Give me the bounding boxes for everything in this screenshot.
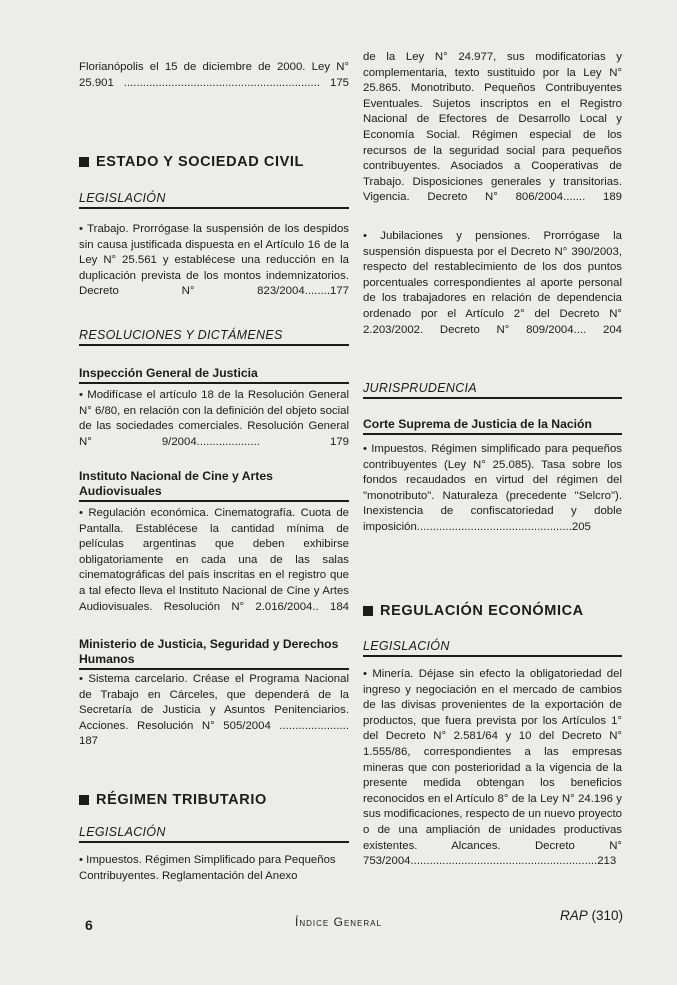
journal-issue: (310) — [591, 908, 624, 923]
category-heading — [79, 191, 349, 209]
section-heading — [79, 154, 349, 170]
journal-name: RAP — [560, 908, 588, 923]
category-title: LEGISLACIÓN — [79, 825, 349, 843]
index-entry — [79, 222, 349, 300]
section-title-text: REGULACIÓN ECONÓMICA — [380, 603, 584, 619]
organism-title: Instituto Nacional de Cine y Artes Audiovisuales — [79, 469, 349, 502]
section-title-text: RÉGIMEN TRIBUTARIO — [96, 792, 267, 808]
category-heading — [363, 639, 622, 657]
index-entry — [79, 672, 349, 750]
section-title-text: ESTADO Y SOCIEDAD CIVIL — [96, 154, 304, 170]
index-entry — [363, 229, 622, 338]
category-heading — [79, 825, 349, 843]
organism-title: Ministerio de Justicia, Seguridad y Derechos Humanos — [79, 637, 349, 670]
entry-text: • Impuestos. Régimen simplificado para pequeños contribuyentes (Ley N° 25.085). Tasa sobre los fondos recaudados en virtud del régimen del "monotributo". Naturaleza (precedente "Selcro"). Inexistencia de confiscatoriedad y doble imposición.................................................205 — [363, 442, 622, 536]
category-title: JURISPRUDENCIA — [363, 381, 622, 399]
page-number: 6 — [85, 917, 93, 933]
entry-text: • Modifícase el artículo 18 de la Resolución General N° 6/80, en relación con la definición del objeto social de las sociedades comerciales. Resolución General N° 9/2004.................... 179 — [79, 388, 349, 450]
entry-text: Florianópolis el 15 de diciembre de 2000. Ley N° 25.901 .............................................................. 175 — [79, 61, 349, 89]
entry-text: • Impuestos. Régimen Simplificado para Pequeños Contribuyentes. Reglamentación del Anexo — [79, 853, 349, 884]
organism-title: Corte Suprema de Justicia de la Nación — [363, 417, 622, 435]
index-entry — [79, 506, 349, 615]
index-entry — [363, 50, 622, 206]
index-entry — [79, 388, 349, 450]
category-heading — [363, 381, 622, 399]
index-entry — [363, 667, 622, 870]
section-heading — [79, 792, 349, 808]
square-bullet-icon — [79, 157, 89, 167]
index-entry — [363, 442, 622, 536]
square-bullet-icon — [363, 606, 373, 616]
organism-heading — [79, 469, 349, 502]
entry-text: • Trabajo. Prorrógase la suspensión de los despidos sin causa justificada dispuesta en el Artículo 16 de la Ley N° 25.561 y establécese una reducción en la duplicación prevista de los montos indemnizatorios. Decreto N° 823/2004........177 — [79, 222, 349, 300]
running-footer-title: Índice General — [295, 915, 382, 929]
organism-title: Inspección General de Justicia — [79, 366, 349, 384]
entry-text: • Regulación económica. Cinematografía. Cuota de Pantalla. Establécese la cantidad mínima de películas argentinas que deben exhibirse obligatoriamente en cada una de las salas cinematográficas del país inscritas en el registro que a tal efecto lleva el Instituto Nacional de Cine y Artes Audiovisuales. Resolución N° 2.016/2004.. 184 — [79, 506, 349, 615]
entry-text: • Minería. Déjase sin efecto la obligatoriedad del ingreso y negociación en el mercado de cambios de las divisas provenientes de la exportación de productos, que fuera prevista por los Artículos 1° del Decreto N° 2.581/64 y 10 del Decreto N° 1.555/86, correspondientes a las empresas mineras que con posterioridad a la vigencia de la presente medida obtengan los beneficios reconocidos en el Artículo 8° de la Ley N° 24.196 y sus modificaciones, respecto de un nuevo proyecto o de una ampliación de unidades productivas existentes. Alcances. Decreto N° 753/2004...........................................................213 — [363, 667, 622, 870]
organism-heading — [363, 417, 622, 435]
index-entry — [79, 60, 349, 91]
category-heading — [79, 328, 349, 346]
organism-heading — [79, 366, 349, 384]
organism-heading — [79, 637, 349, 670]
category-title: RESOLUCIONES Y DICTÁMENES — [79, 328, 349, 346]
category-title: LEGISLACIÓN — [79, 191, 349, 209]
index-entry — [79, 853, 349, 884]
entry-text: • Sistema carcelario. Créase el Programa Nacional de Trabajo en Cárceles, que dependerá de la Secretaría de Justicia y Asuntos Penitenciarios. Acciones. Resolución N° 505/2004 ...................... 187 — [79, 672, 349, 750]
entry-text: de la Ley N° 24.977, sus modificatorias y complementaria, texto sustituido por la Ley N° 25.865. Monotributo. Pequeños Contribuyentes Eventuales. Sujetos inscriptos en el Registro Nacional de Efectores de Desarrollo Local y Economía Social. Régimen especial de los recursos de la seguridad social para pequeños contribuyentes. Asociados a Cooperativas de Trabajo. Disposiciones generales y transitorias. Vigencia. Decreto N° 806/2004....... 189 — [363, 51, 622, 204]
category-title: LEGISLACIÓN — [363, 639, 622, 657]
section-heading — [363, 603, 622, 619]
square-bullet-icon — [79, 795, 89, 805]
entry-text: • Jubilaciones y pensiones. Prorrógase la suspensión dispuesta por el Decreto N° 390/2003, respecto del restablecimiento de los dos puntos porcentuales correspondientes al aporte personal de los trabajadores en relación de dependencia ordenado por el Artículo 2° del Decreto N° 2.203/2002. Decreto N° 809/2004.... 204 — [363, 229, 622, 338]
journal-reference — [560, 908, 623, 923]
